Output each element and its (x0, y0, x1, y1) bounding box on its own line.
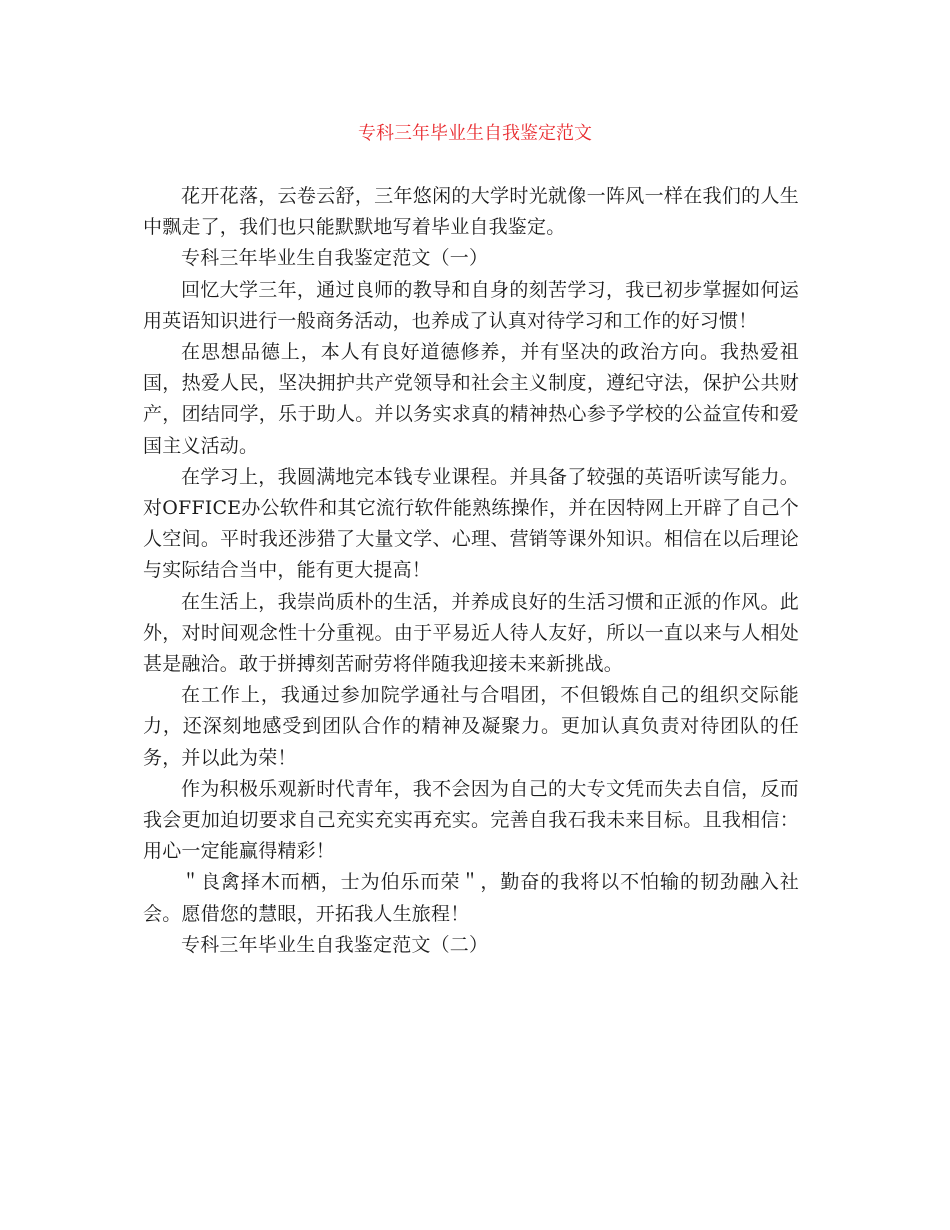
paragraph-life: 在生活上，我崇尚质朴的生活，并养成良好的生活习惯和正派的作风。此外，对时间观念性十分重视。由于平易近人待人友好，所以一直以来与人相处甚是融洽。敢于拼搏刻苦耐劳将伴随我迎接未来新挑战。 (143, 590, 799, 676)
section-heading-two: 专科三年毕业生自我鉴定范文（二） (181, 933, 489, 956)
section-heading-one: 专科三年毕业生自我鉴定范文（一） (181, 247, 489, 270)
paragraph-recall: 回忆大学三年，通过良师的教导和自身的刻苦学习，我已初步掌握如何运用英语知识进行一般商务活动，也养成了认真对待学习和工作的好习惯！ (143, 278, 799, 332)
paragraph-work: 在工作上，我通过参加院学通社与合唱团，不但锻炼自己的组织交际能力，还深刻地感受到团队合作的精神及凝聚力。更加认真负责对待团队的任务，并以此为荣！ (143, 684, 799, 769)
paragraph-quote: ＂良禽择木而栖，士为伯乐而荣＂，勤奋的我将以不怕输的韧劲融入社会。愿借您的慧眼，开拓我人生旅程！ (143, 871, 799, 925)
document-body (143, 181, 799, 961)
paragraph-study: 在学习上，我圆满地完本钱专业课程。并具备了较强的英语听读写能力。对OFFICE办公软件和其它流行软件能熟练操作，并在因特网上开辟了自己个人空间。平时我还涉猎了大量文学、心理、营销等课外知识。相信在以后理论与实际结合当中，能有更大提高！ (143, 465, 799, 582)
intro-paragraph: 花开花落，云卷云舒，三年悠闲的大学时光就像一阵风一样在我们的人生中飘走了，我们也只能默默地写着毕业自我鉴定。 (143, 185, 799, 239)
paragraph-morality: 在思想品德上，本人有良好道德修养，并有坚决的政治方向。我热爱祖国，热爱人民，坚决拥护共产党领导和社会主义制度，遵纪守法，保护公共财产，团结同学，乐于助人。并以务实求真的精神热心参予学校的公益宣传和爱国主义活动。 (143, 341, 799, 457)
paragraph-youth: 作为积极乐观新时代青年，我不会因为自己的大专文凭而失去自信，反而我会更加迫切要求自己充实充实再充实。完善自我石我未来目标。且我相信：用心一定能赢得精彩！ (143, 777, 799, 863)
document-title: 专科三年毕业生自我鉴定范文 (358, 123, 592, 144)
